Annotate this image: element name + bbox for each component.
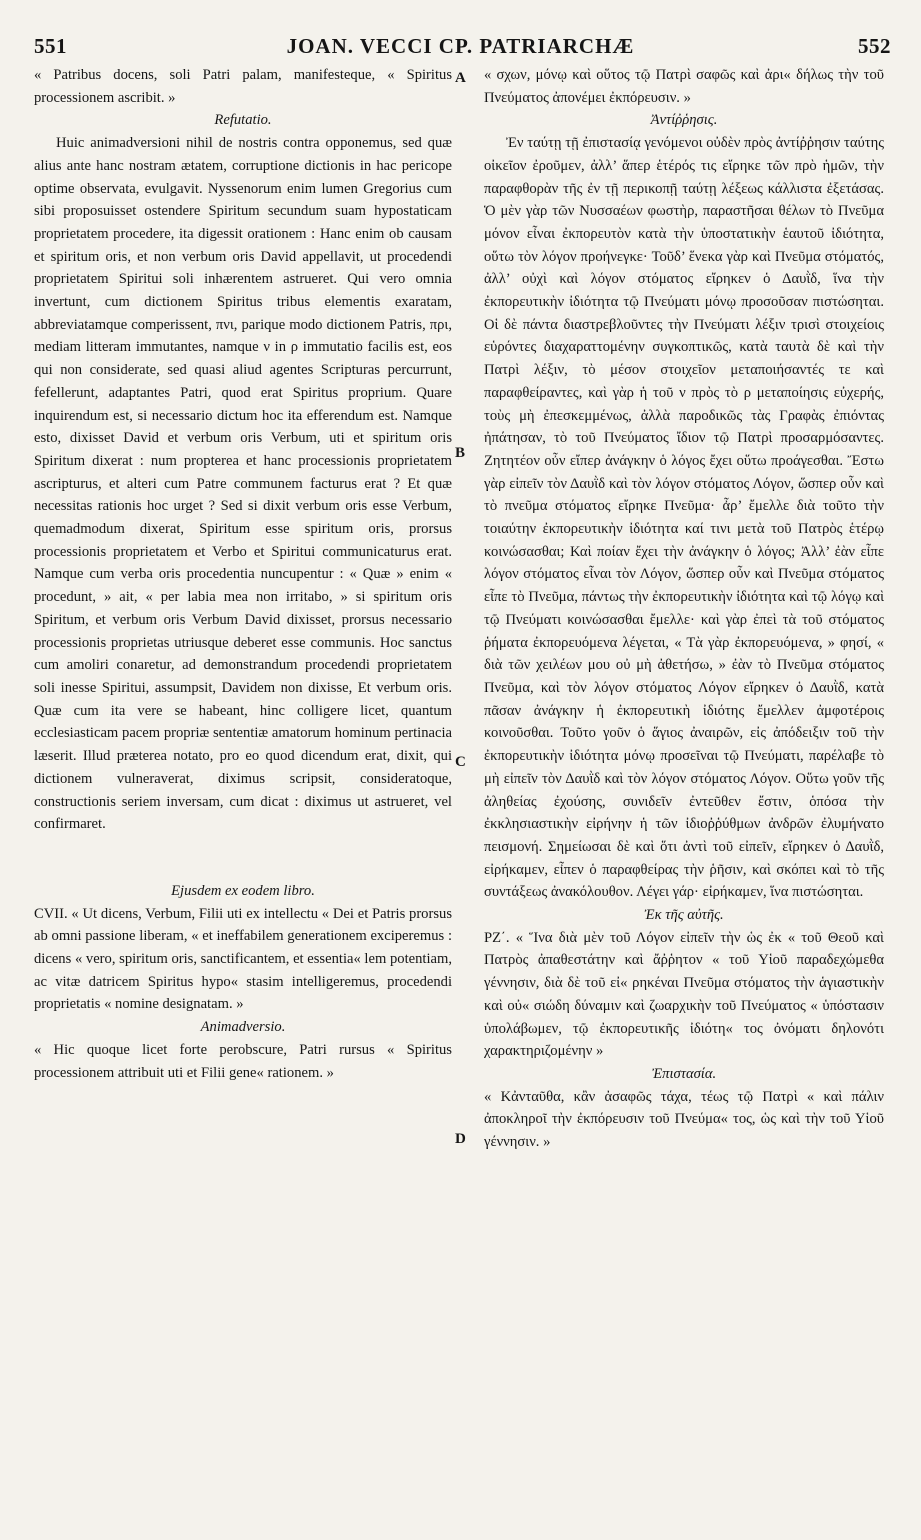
greek-intro: « σχων, μόνῳ καὶ οὕτος τῷ Πατρὶ σαφῶς καὶ ἀρι« δήλως τὴν τοῦ Πνεύματος ἀπονέμει ἐκπόρευσιν. » bbox=[484, 67, 884, 106]
latin-paragraph-2: CVII. « Ut dicens, Verbum, Filii uti ex intellectu « Dei et Patris prorsus ab omni passione liberam, « et ineffabilem generationem exciperemus : dicens « vero, spiritum oris, sanctificantem, et essentia« lem potentiam, ac vitæ datricem Spiritus hypo« stasim intelligeremus, procedendi proprietatis « nomine designatam. » bbox=[34, 905, 452, 1013]
page-number-left: 551 bbox=[34, 34, 67, 58]
margin-marker-a: A bbox=[455, 70, 466, 86]
latin-paragraph-1: Huic animadversioni nihil de nostris contra opponemus, sed quæ alius ante hanc nostram ætatem, corruptione dictionis in hac pericope optime observata, evulgavit. Nyssenorum enim lumen Gregorius cum sibi proposuisset ostendere Spiritum secundum suam hypostaticam proprietatem procedere, ita digessit orationem : Hanc enim ob causam et spiritum oris, et non verbum oris David appellavit, ut procedendi proprietatem Spiritui soli inhærentem astrueret. Qui vero omnia invertunt, cum dictionem Spiritus tribus elementis exaratam, abbreviatamque comperissent, πνι, parique modo dictionem Patris, πρι, mediam litteram immutantes, namque ν in ρ immutatio facilis est, eos qui non considerate, sed quasi aliud agentes Scripturas percurrunt, fefellerunt, adaptantes Patri, quod erat Spiritus proprium. Quare inquirendum est, si necessario dictum hoc ita efferendum est. Namque esto, dixisset David et verbum oris Verbum, uti et spiritum oris Spiritum dixerat : num propterea et hanc processionis proprietatem ascripturus, et alteri cum Patre communem facturus erat ? Et quæ necessitas rationis hoc urget ? Sed si dixit verbum oris esse Verbum, quemadmodum dixerat, Spiritum esse spiritum oris, prorsus processionis proprietatem et Verbo et Spiritui communicaturus erat. Namque cum verba oris procedentia nuncupentur : « Quæ » enim « procedunt, » ait, « per labia mea non irritabo, » si spiritum oris Spiritum, et verbum oris Verbum David dixisset, prorsus necessario processionis proprietas utriusque deberet esse communis. Hoc sanctus cum amoliri conaretur, ad demonstrandum procedendi proprietatem soli inesse Spiritui, assumpsit, Davidem non dixisse, Et verbum oris. Quæ cum ita vere se habeant, hinc colligere licet, quantum ecclesiasticam pacem propriæ sententiæ amatorum hominum pertinacia læserit. Illud præterea notato, pro eo quod dicendum erat, dixit, qui dictionem vulneraverat, diximus scripsit, consideratoque, constructionis seriem inversam, cum dicat : diximus ut astrueret, vel confirmaret. bbox=[34, 135, 452, 833]
latin-intro: « Patribus docens, soli Patri palam, manifesteque, « Spiritus processionem ascribit. » bbox=[34, 67, 452, 106]
latin-heading-ejusdem: Ejusdem ex eodem libro. bbox=[171, 882, 315, 899]
greek-heading-ek-tes-autes: Ἐκ τῆς αὐτῆς. bbox=[644, 907, 724, 924]
latin-heading-animadversio: Animadversio. bbox=[200, 1019, 286, 1036]
margin-marker-d: D bbox=[455, 1131, 466, 1147]
greek-paragraph-3: « Κἀνταῦθα, κἂν ἀσαφῶς τάχα, τέως τῷ Πατρὶ « καὶ πάλιν ἀποκληροῖ τὴν ἐκπόρευσιν τοῦ Πνεύμα« τος, ὡς καὶ τὴν τοῦ Υἱοῦ γέννησιν. » bbox=[484, 1088, 884, 1151]
greek-column bbox=[484, 64, 884, 1520]
latin-heading-refutatio: Refutatio. bbox=[214, 112, 272, 129]
page-number-right: 552 bbox=[858, 34, 891, 58]
latin-paragraph-3: « Hic quoque licet forte perobscure, Patri rursus « Spiritus processionem attribuit uti et Filii gene« rationem. » bbox=[34, 1041, 452, 1081]
greek-heading-antirrhesis: Ἀντίῤῥησις. bbox=[650, 112, 718, 129]
latin-column bbox=[34, 64, 452, 1520]
greek-heading-epistasia: Ἐπιστασία. bbox=[651, 1065, 717, 1082]
greek-paragraph-2: ΡΖ΄. « Ἵνα διὰ μὲν τοῦ Λόγον εἰπεῖν τὴν ὡς ἐκ « τοῦ Θεοῦ καὶ Πατρὸς ἀπαθεστάτην καὶ ἄῤῥητον « τοῦ Υἱοῦ παραδεχώμεθα γέννησιν, διὰ δὲ τοῦ εἰ« ρηκέναι Πνεῦμα στόματος τὴν ἁγιαστικὴν καὶ οὐ« σιώδη δύναμιν καὶ ζωαρχικὴν τοῦ Πνεύματος « ὑπόστασιν ὑπολάβωμεν, τῷ ἐκπορευτικῆς ἰδιότη« τος ὀνόματι δηλονότι χαρακτηριζομένην » bbox=[484, 929, 884, 1060]
margin-marker-b: B bbox=[455, 445, 466, 461]
running-header bbox=[0, 14, 921, 58]
margin-marker-c: C bbox=[455, 754, 466, 770]
greek-paragraph-1: Ἐν ταύτῃ τῇ ἐπιστασίᾳ γενόμενοι οὐδὲν πρὸς ἀντίῤῥησιν ταύτης οἰκεῖον ἐροῦμεν, ἀλλ’ ἅπερ ἑτέρός τις εἴρηκε τῶν πρὸ ἡμῶν, τὴν παραφθορὰν τῆς ἐν τῇ περικοπῇ ταύτῃ λέξεως κάλλιστα ἐξετάσας. Ὁ μὲν γὰρ τῶν Νυσσαέων φωστὴρ, παραστῆσαι θέλων τὸ Πνεῦμα μόνον εἶναι ἐκπορευτὸν κατὰ τὴν ὑποστατικὴν ἑαυτοῦ ἰδιότητα, οὕτω τὸν λόγον προήνεγκε· Τοῦδ’ ἕνεκα γὰρ καὶ Πνεῦμα στόματός, ἀλλ’ οὐχὶ καὶ λόγον στόματος εἴρηκεν ὁ Δαυῒδ, ἵνα τὴν ἐκπορευτικὴν ἰδιότητα τῷ Πνεύματι μόνῳ προσοῦσαν πιστώσηται. Οἱ δὲ πάντα διαστρεβλοῦντες τὴν Πνεύματι λέξιν τρισὶ στοιχείοις εὑρόντες διαχαραττομένην συγκοπτικῶς, κατὰ ταυτὰ δὲ καὶ τὴν Πατρὶ λέξιν, τὸ μέσον στοιχεῖον μεταποιήσαντές τε καὶ παραφθείραντες, καὶ γὰρ ἡ τοῦ ν πρὸς τὸ ρ μεταποίησις εὐχερής, τοὺς μὴ ἐπεσκεμμένως, ἀλλὰ παροδικῶς τὰς Γραφὰς ἐπιόντας ἠπάτησαν, τὸ τοῦ Πνεύματος ἴδιον τῷ Πατρὶ προσαρμόσαντες. Ζητητέον οὖν εἴπερ ἀνάγκην ὁ λόγος ἔχει οὕτω προάγεσθαι. Ἔστω γὰρ εἰπεῖν τὸν Δαυῒδ καὶ τὸν λόγον στόματος Λόγον, ὥσπερ οὖν καὶ τὸ πνεῦμα στόματος εἴρηκε Πνεῦμα· ἆρ’ ἔμελλε διὰ τοῦτο τὴν τοιαύτην ἐκπορευτικὴν ἰδιότητα καί τινι μετὰ τοῦ Πατρὸς ἑτέρῳ κοινώσασθαι; Καὶ ποίαν ἔχει τὴν ἀνάγκην ὁ λόγος; Ἀλλ’ ἐὰν εἶπε λόγον στόματος εἶναι τὸν Λόγον, ὥσπερ οὖν καὶ Πνεῦμα στόματος εἶπε τὸ Πνεῦμα, πάντως τὴν ἐκπορευτικὴν ἰδιότητα καὶ τῷ λόγῳ καὶ τῷ Πνεύματι κοινώσασθαι ἔμελλε· καὶ γὰρ ἐπεὶ τὰ τοῦ στόματος ῥήματα ἐκπορευόμενα λέγεται, « Τὰ γὰρ ἐκπορευόμενα, » φησί, « διὰ τῶν χειλέων μου οὐ μὴ ἀθετήσω, » ἐὰν τὸ Πνεῦμα στόματος Πνεῦμα, καὶ τὸν λόγον στόματος Λόγον εἴρηκεν ὁ Δαυῒδ, κατὰ πᾶσαν ἀνάγκην ἡ ἐκπορευτικὴ ἰδιότης ἔμελλεν ἀμφοτέροις κοινοῦσθαι. Τοῦτο γοῦν ὁ ἅγιος ἀναιρῶν, εἰς ἀπόδειξιν τοῦ τὴν ἐκπορευτικὴν ἰδιότητα μόνῳ προσεῖναι τῷ Πνεύματι, παρέλαβε τὸ μὴ εἰπεῖν τὸν Δαυῒδ καὶ τὸν λόγον στόματος Λόγον. Οὕτω γοῦν τῆς ἀληθείας ἐχούσης, συνιδεῖν ἐντεῦθεν ἔστιν, ὁπόσα τὴν ἐκκλησιαστικὴν εἰρήνην ἡ τῶν ἰδιοῤῥύθμων ἀνδρῶν ἐλυμήνατο πεισμονή. Σημείωσαι δὲ καὶ ὅτι ἀντὶ τοῦ εἰπεῖν, εἴρηκεν ὁ Δαυῒδ, εἰρήκαμεν, εἶπεν ὁ παραφθείρας τὴν ῥῆσιν, καὶ σκόπει καὶ τὸ τῆς συντάξεως ἀνακόλουθον. Λέγει γάρ· εἰρήκαμεν, ἵνα πιστώσηται. bbox=[484, 135, 884, 901]
running-title: JOAN. VECCI CP. PATRIARCHÆ bbox=[286, 34, 635, 58]
